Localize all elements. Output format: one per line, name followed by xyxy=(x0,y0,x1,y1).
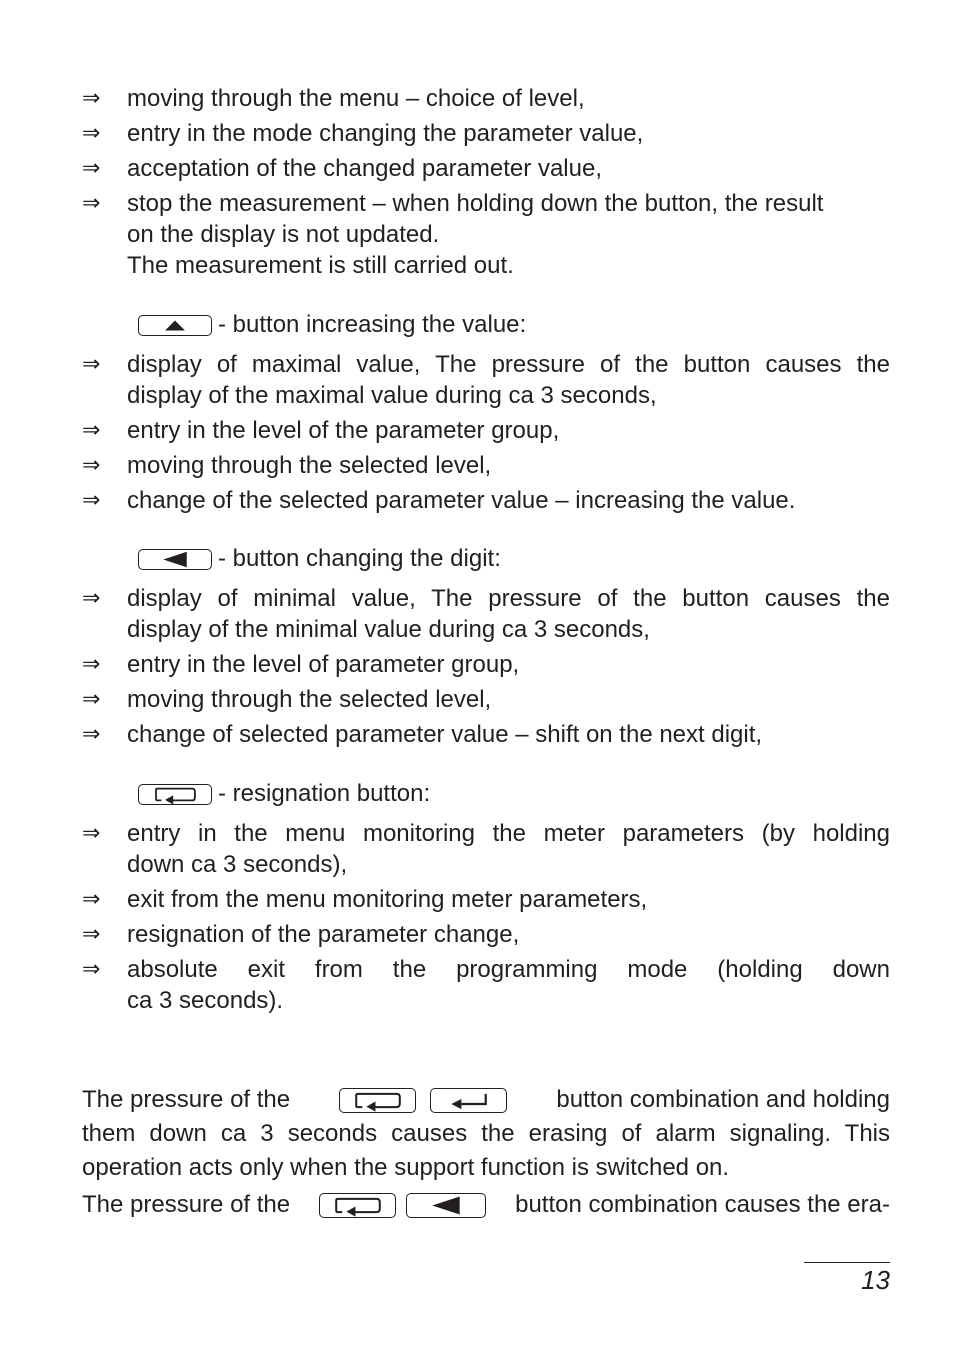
list-item: ⇒ entry in the menu monitoring the meter parameters (by holding down ca 3 seconds), xyxy=(82,820,890,878)
implies-arrow-icon: ⇒ xyxy=(82,352,101,377)
paragraph-line: The pressure of the button combination and holding xyxy=(82,1086,890,1113)
list-item: ⇒ acceptation of the changed parameter value, xyxy=(82,155,602,182)
left-button-heading: - button changing the digit: xyxy=(82,543,501,574)
list-item: ⇒ entry in the level of parameter group, xyxy=(82,651,520,678)
implies-arrow-icon: ⇒ xyxy=(82,191,101,216)
list-item: ⇒ moving through the menu – choice of level, xyxy=(82,85,585,112)
implies-arrow-icon: ⇒ xyxy=(82,957,101,982)
implies-arrow-icon: ⇒ xyxy=(82,453,101,478)
list-item: ⇒ change of selected parameter value – shift on the next digit, xyxy=(82,721,763,748)
paragraph-alarm-erase xyxy=(82,1083,890,1185)
return-button-heading: - resignation button: xyxy=(82,778,430,809)
return-key xyxy=(339,1088,416,1113)
implies-arrow-icon: ⇒ xyxy=(82,821,101,846)
left-triangle-icon xyxy=(407,1194,485,1217)
return-loop-icon xyxy=(320,1194,395,1217)
key-combination xyxy=(319,1193,486,1218)
implies-arrow-icon: ⇒ xyxy=(82,156,101,181)
implies-arrow-icon: ⇒ xyxy=(82,887,101,912)
implies-arrow-icon: ⇒ xyxy=(82,687,101,712)
up-button-heading: - button increasing the value: xyxy=(82,309,526,340)
left-key xyxy=(406,1193,486,1218)
implies-arrow-icon: ⇒ xyxy=(82,121,101,146)
implies-arrow-icon: ⇒ xyxy=(82,488,101,513)
section-left-button xyxy=(82,583,890,750)
list-item: ⇒ display of maximal value, The pressure of the button causes the display of the maximal value during ca 3 seconds, xyxy=(82,351,890,409)
paragraph-key-combination xyxy=(82,1188,890,1222)
enter-key xyxy=(430,1088,507,1113)
implies-arrow-icon: ⇒ xyxy=(82,86,101,111)
list-item: ⇒ absolute exit from the programming mode (holding down ca 3 seconds). xyxy=(82,956,890,1014)
list-item: ⇒ change of the selected parameter value – increasing the value. xyxy=(82,487,796,514)
left-key xyxy=(138,549,212,570)
enter-arrow-icon xyxy=(431,1089,506,1112)
up-triangle-icon xyxy=(139,316,211,335)
page-number: 13 xyxy=(804,1262,890,1296)
list-item: ⇒ resignation of the parameter change, xyxy=(82,921,520,948)
implies-arrow-icon: ⇒ xyxy=(82,418,101,443)
return-key xyxy=(319,1193,396,1218)
list-item: ⇒ entry in the level of the parameter group, xyxy=(82,417,560,444)
left-triangle-icon xyxy=(139,550,211,569)
list-item: ⇒ exit from the menu monitoring meter parameters, xyxy=(82,886,648,913)
up-key xyxy=(138,315,212,336)
return-loop-icon xyxy=(340,1089,415,1112)
paragraph-line: them down ca 3 seconds causes the erasing of alarm signaling. This xyxy=(82,1120,890,1147)
list-item: ⇒ stop the measurement – when holding down the button, the result on the display is not updated. The measurement is still carried out. xyxy=(82,190,824,279)
list-item: ⇒ entry in the mode changing the parameter value, xyxy=(82,120,644,147)
return-key xyxy=(138,784,212,805)
list-item: ⇒ moving through the selected level, xyxy=(82,452,492,479)
section-up-button xyxy=(82,349,890,516)
paragraph-line: The pressure of the button combination causes the era- xyxy=(82,1191,890,1218)
return-loop-icon xyxy=(139,785,211,804)
key-combination xyxy=(339,1088,507,1113)
list-item: ⇒ display of minimal value, The pressure of the button causes the display of the minimal value during ca 3 seconds, xyxy=(82,585,890,643)
section-general-functions xyxy=(82,83,890,281)
paragraph-line: operation acts only when the support function is switched on. xyxy=(82,1154,730,1181)
implies-arrow-icon: ⇒ xyxy=(82,722,101,747)
section-return-button xyxy=(82,818,890,1016)
implies-arrow-icon: ⇒ xyxy=(82,652,101,677)
implies-arrow-icon: ⇒ xyxy=(82,922,101,947)
implies-arrow-icon: ⇒ xyxy=(82,586,101,611)
list-item: ⇒ moving through the selected level, xyxy=(82,686,492,713)
